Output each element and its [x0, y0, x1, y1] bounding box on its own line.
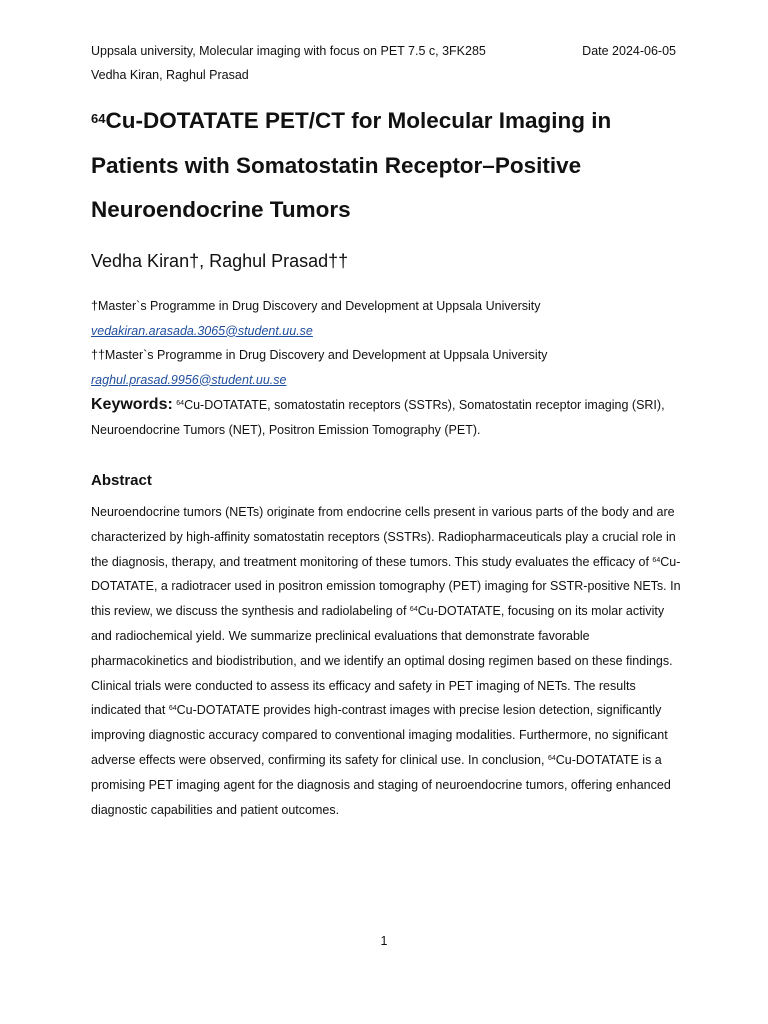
keywords — [91, 392, 691, 443]
header-course: Uppsala university, Molecular imaging with focus on PET 7.5 c, 3FK285 — [91, 44, 486, 58]
header-authors: Vedha Kiran, Raghul Prasad — [91, 68, 249, 82]
email-link-1[interactable]: vedakiran.arasada.3065@student.uu.se — [91, 323, 313, 338]
paper-title — [91, 99, 691, 233]
isotope-superscript: 64 — [547, 754, 556, 762]
abstract-body — [91, 500, 681, 822]
isotope-superscript: 64 — [652, 556, 661, 564]
abstract-text: Neuroendocrine tumors (NETs) originate from endocrine cells present in various parts of the body and are characterized by high-affinity somatostatin receptors (SSTRs). Radiopharmaceuticals play a crucial role in the diagnosis, therapy, and treatment monitoring of these tumors. This study evaluates the efficacy of — [91, 505, 676, 569]
abstract-text: Cu-DOTATATE is a promising PET imaging agent for the diagnosis and staging of neuroendocrine tumors, offering enhanced diagnostic capabilities and patient outcomes. — [91, 752, 671, 817]
title-isotope-superscript: 64 — [91, 111, 106, 126]
keywords-label: Keywords: — [91, 396, 173, 413]
affiliation-2: ††Master`s Programme in Drug Discovery and Development at Uppsala University — [91, 348, 548, 362]
abstract-text: Cu-DOTATATE provides high-contrast images with precise lesion detection, significantly improving diagnostic accuracy compared to conventional imaging modalities. Furthermore, no significant adverse effects were observed, confirming its safety for clinical use. In conclusion, — [91, 703, 668, 767]
running-header — [91, 43, 676, 59]
keywords-text: Cu-DOTATATE, somatostatin receptors (SSTRs), Somatostatin receptor imaging (SRI), Neuroendocrine Tumors (NET), Positron Emission Tomography (PET). — [91, 398, 665, 437]
keywords-isotope-superscript: 64 — [176, 400, 185, 407]
isotope-superscript: 64 — [409, 606, 418, 614]
email-link-2[interactable]: raghul.prasad.9956@student.uu.se — [91, 372, 287, 387]
page-number: 1 — [380, 934, 388, 948]
abstract-text: Cu-DOTATATE, focusing on its molar activity and radiochemical yield. We summarize preclinical evaluations that demonstrate favorable pharmacokinetics and biodistribution, and we identify an optimal dosing regimen based on these findings. Clinical trials were conducted to assess its efficacy and safety in PET imaging of NETs. The results indicated that — [91, 604, 673, 718]
abstract-text: Cu-DOTATATE, a radiotracer used in positron emission tomography (PET) imaging for SSTR-positive NETs. In this review, we discuss the synthesis and radiolabeling of — [91, 554, 681, 619]
author-list: Vedha Kiran†, Raghul Prasad†† — [91, 251, 349, 271]
header-date: Date 2024-06-05 — [582, 44, 676, 58]
isotope-superscript: 64 — [168, 705, 177, 713]
title-text: Cu-DOTATATE PET/CT for Molecular Imaging in Patients with Somatostatin Receptor–Positive Neuroendocrine Tumors — [91, 108, 612, 222]
affiliation-1: †Master`s Programme in Drug Discovery and Development at Uppsala University — [91, 299, 541, 313]
abstract-heading: Abstract — [91, 472, 152, 489]
affiliations — [91, 294, 691, 392]
